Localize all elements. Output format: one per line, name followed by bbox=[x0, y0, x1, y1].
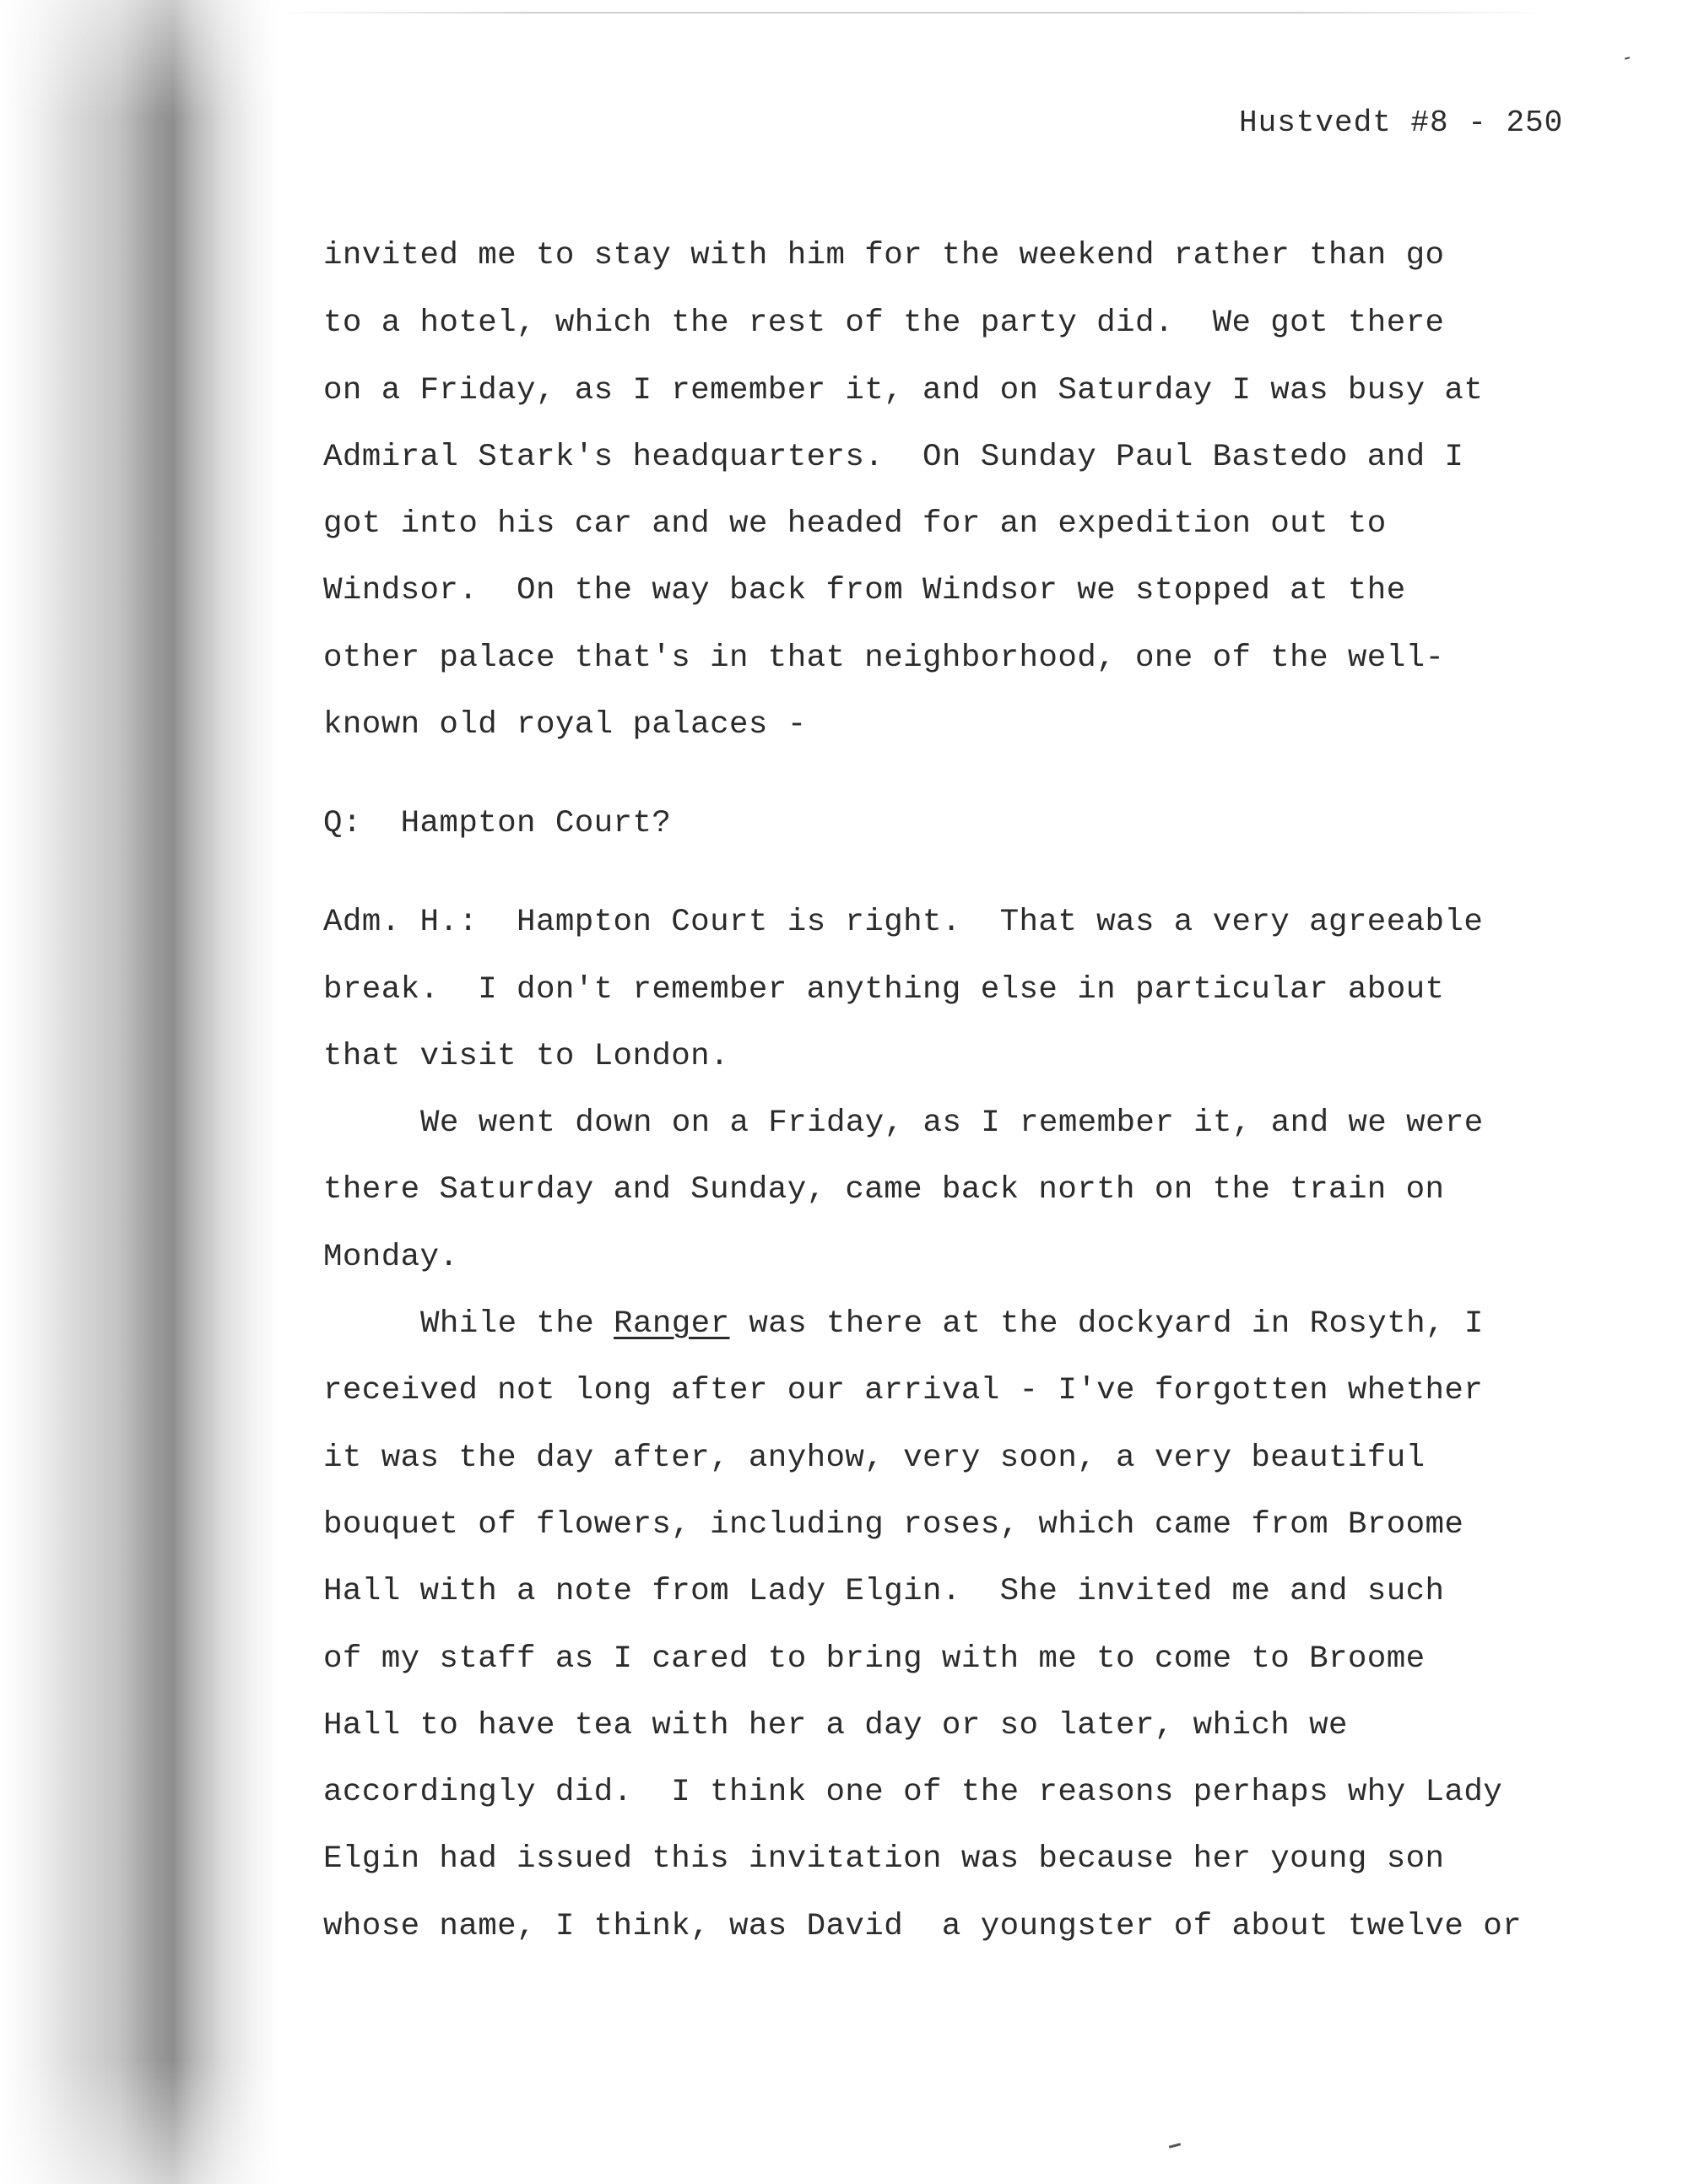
text-segment: was there at the dockyard in Rosyth, I bbox=[729, 1306, 1484, 1342]
text-line: We went down on a Friday, as I remember it, and we were bbox=[420, 1106, 1484, 1141]
text-line: Windsor. On the way back from Windsor we stopped at the bbox=[323, 573, 1406, 608]
text-line: of my staff as I cared to bring with me to come to Broome bbox=[323, 1641, 1426, 1677]
text-line: bouquet of flowers, including roses, which came from Broome bbox=[323, 1507, 1464, 1543]
text-line: to a hotel, which the rest of the party did. We got there bbox=[323, 305, 1445, 341]
text-line: known old royal palaces - bbox=[323, 707, 807, 743]
text-line: there Saturday and Sunday, came back north on the train on bbox=[323, 1172, 1445, 1208]
text-line: received not long after our arrival - I've forgotten whether bbox=[323, 1373, 1484, 1408]
text-line: Elgin had issued this invitation was because her young son bbox=[323, 1841, 1445, 1877]
question-line: Q: Hampton Court? bbox=[323, 806, 672, 841]
text-line: other palace that's in that neighborhood, one of the well- bbox=[323, 641, 1445, 676]
text-line: break. I don't remember anything else in particular about bbox=[323, 972, 1445, 1008]
scan-speck bbox=[1169, 2143, 1181, 2149]
answer-line: Adm. H.: Hampton Court is right. That was a very agreeable bbox=[323, 905, 1484, 940]
text-segment: While the bbox=[420, 1306, 614, 1342]
text-line: Admiral Stark's headquarters. On Sunday Paul Bastedo and I bbox=[323, 440, 1464, 475]
text-line: it was the day after, anyhow, very soon, a very beautiful bbox=[323, 1441, 1426, 1476]
text-line: Monday. bbox=[323, 1240, 459, 1275]
text-line: on a Friday, as I remember it, and on Saturday I was busy at bbox=[323, 373, 1484, 408]
text-line: accordingly did. I think one of the reasons perhaps why Lady bbox=[323, 1775, 1503, 1810]
text-line: invited me to stay with him for the weekend rather than go bbox=[323, 238, 1445, 273]
text-line: that visit to London. bbox=[323, 1039, 729, 1074]
scan-speck bbox=[1625, 57, 1630, 59]
ship-name: Ranger bbox=[614, 1306, 730, 1342]
binding-shadow bbox=[0, 0, 279, 2184]
text-line bbox=[420, 1306, 1484, 1342]
top-rule bbox=[279, 12, 1545, 14]
text-line: Hall to have tea with her a day or so later, which we bbox=[323, 1708, 1348, 1743]
text-line: Hall with a note from Lady Elgin. She invited me and such bbox=[323, 1574, 1445, 1609]
text-line: got into his car and we headed for an expedition out to bbox=[323, 506, 1387, 542]
text-line: whose name, I think, was David a youngster of about twelve or bbox=[323, 1909, 1523, 1944]
page-number-header: Hustvedt #8 - 250 bbox=[1239, 105, 1564, 140]
